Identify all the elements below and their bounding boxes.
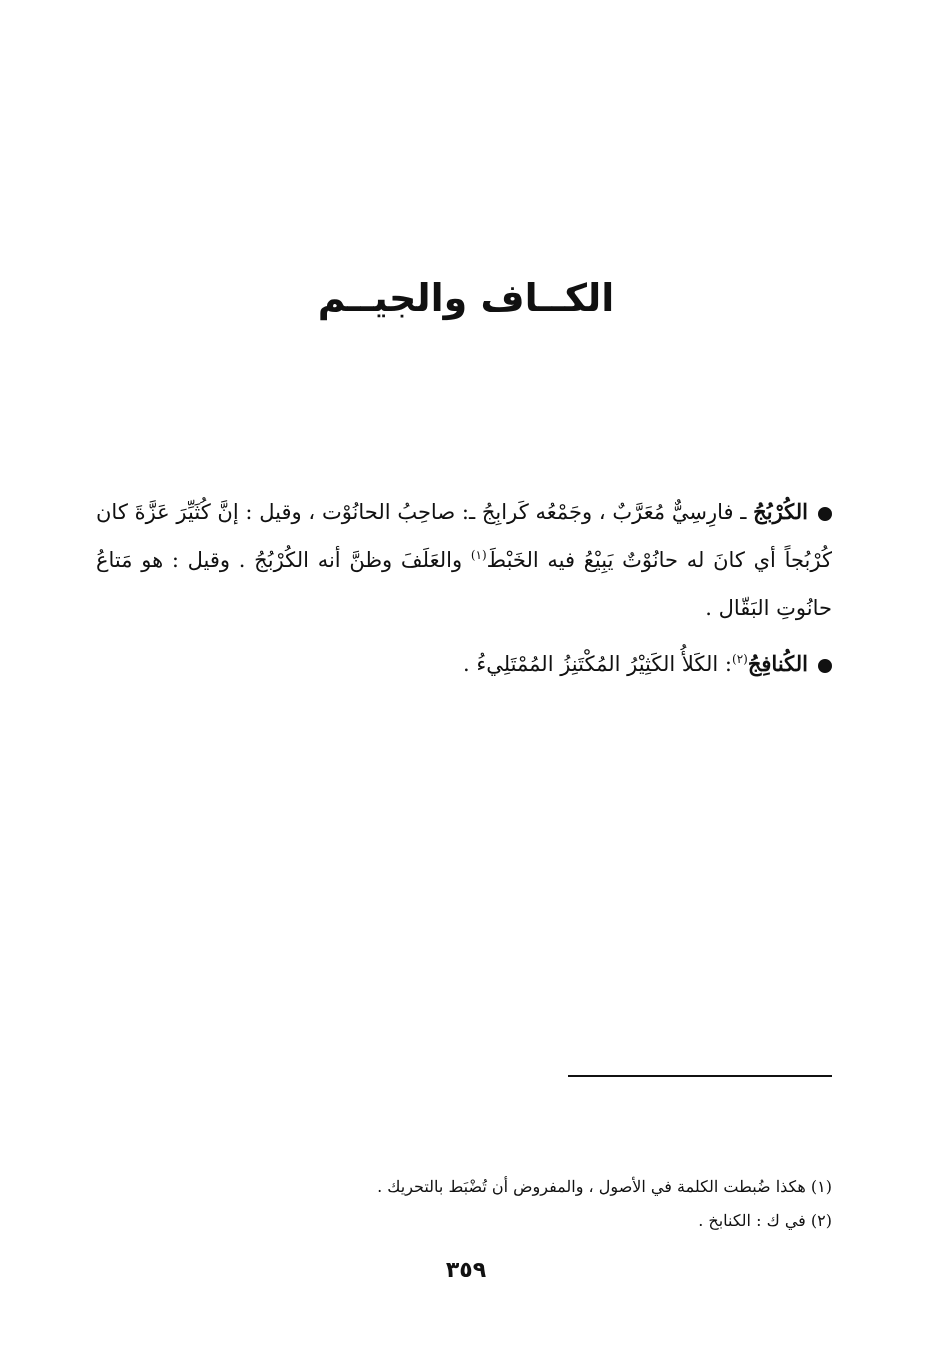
bullet-icon — [818, 659, 832, 673]
footnote-reference: (٢) — [732, 652, 748, 666]
entry-text: : الكَلأُ الكَثِيْرُ المُكْتَنِزُ المُمْتَلِيءُ . — [463, 652, 732, 676]
footnote-1: (١) هكذا ضُبطت الكلمة في الأصول ، والمفروض أن تُضْبَط بالتحريك . — [377, 1177, 832, 1196]
footnote-reference: (١) — [470, 548, 487, 562]
footnote-2: (٢) في ك : الكنابخ . — [698, 1211, 832, 1230]
entry-headword: الكُنافِجُ — [747, 651, 808, 676]
footnote-divider — [568, 1075, 832, 1077]
entry-kunafij — [96, 640, 832, 688]
footnotes — [96, 1170, 832, 1238]
chapter-title: الكــاف والجيــم — [317, 276, 615, 320]
bullet-icon — [818, 507, 832, 521]
entry-text-continued: والعَلَفَ وظنَّ أنه الكُرْبُجُ . وقيل : هو مَتاعُ حانُوتِ البَقّال . — [96, 548, 832, 620]
entry-kurbuj — [96, 488, 832, 632]
page-number: ٣٥٩ — [445, 1258, 487, 1283]
body-text — [96, 488, 832, 696]
entry-text: ـ فارِسِيٌّ مُعَرَّبٌ ، وجَمْعُه كَرابِجُ ـ: صاحِبُ الحانُوْت ، وقيل : إنَّ كُثَيِّرَ عَزَّةَ كان كُرْبُجاً أي كانَ له حانُوْتٌ يَبِيْعُ فيه الخَبْطَ — [96, 500, 832, 572]
entry-headword: الكُرْبُجُ — [753, 499, 808, 524]
